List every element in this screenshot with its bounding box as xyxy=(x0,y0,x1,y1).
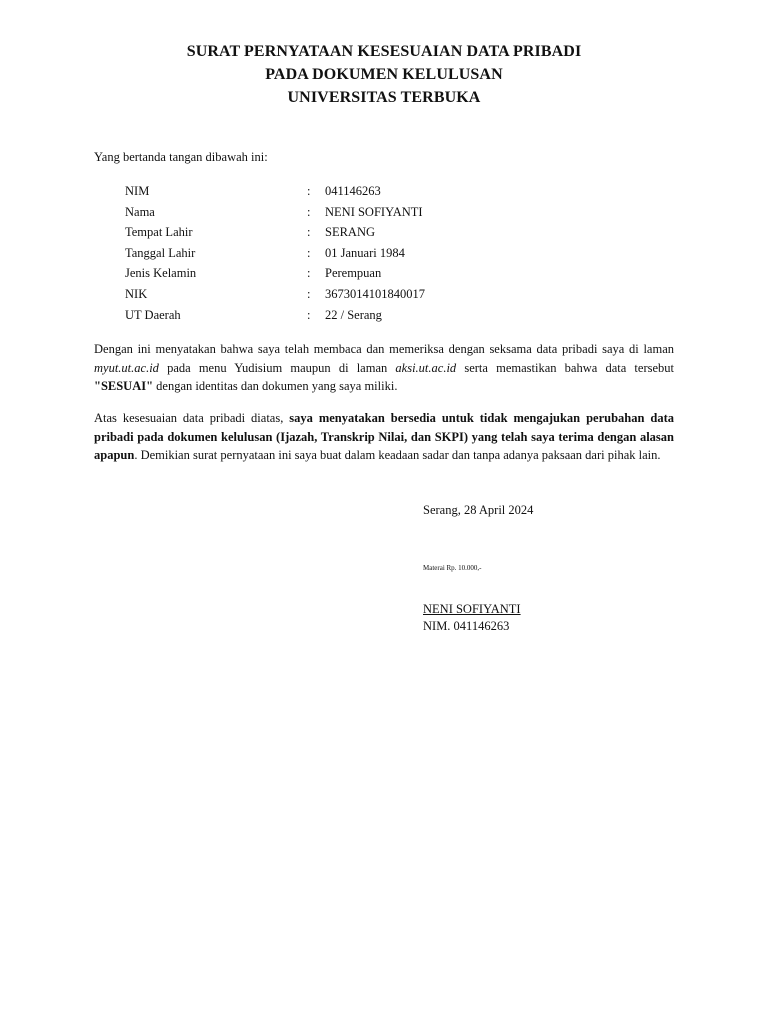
identity-row-nik xyxy=(125,284,425,305)
paragraph2-text-part2: . Demikian surat pernyataan ini saya buat dalam keadaan sadar dan tanpa adanya paksaan dari pihak lain. xyxy=(134,448,661,462)
signer-name: NENI SOFIYANTI xyxy=(423,602,521,616)
document-title xyxy=(0,40,768,109)
identity-row-nama xyxy=(125,202,425,223)
identity-value: 3673014101840017 xyxy=(325,286,425,301)
identity-label: Tempat Lahir xyxy=(125,225,193,240)
statement-paragraph-2 xyxy=(94,409,674,465)
identity-value: 041146263 xyxy=(325,184,381,198)
identity-colon: : xyxy=(307,184,311,198)
link-aksi: aksi.ut.ac.id xyxy=(395,360,457,375)
link-myut: myut.ut.ac.id xyxy=(94,360,159,375)
title-line-2: PADA DOKUMEN KELULUSAN xyxy=(265,66,503,83)
identity-label: NIM xyxy=(125,184,150,198)
identity-label: UT Daerah xyxy=(125,307,181,322)
signature-place-date: Serang, 28 April 2024 xyxy=(423,503,534,517)
identity-value: 01 Januari 1984 xyxy=(325,245,405,260)
identity-row-ut-daerah xyxy=(125,305,425,326)
title-line-3: UNIVERSITAS TERBUKA xyxy=(287,89,481,106)
paragraph1-text-part3: serta memastikan bahwa data tersebut xyxy=(456,360,674,375)
paragraph1-text-part4: dengan identitas dan dokumen yang saya miliki. xyxy=(153,379,398,393)
paragraph1-text-part2: pada menu Yudisium maupun di laman xyxy=(158,360,396,375)
identity-colon: : xyxy=(307,225,311,240)
identity-row-tanggal-lahir xyxy=(125,243,425,264)
identity-colon: : xyxy=(307,204,311,219)
identity-colon: : xyxy=(307,266,311,281)
identity-table xyxy=(125,181,425,325)
materai-stamp-label: Materai Rp. 10.000,- xyxy=(423,564,482,572)
identity-colon: : xyxy=(307,307,311,322)
identity-value: 22 / Serang xyxy=(325,307,382,322)
identity-colon: : xyxy=(307,245,311,260)
identity-label: Nama xyxy=(125,204,155,219)
identity-value: NENI SOFIYANTI xyxy=(325,204,423,219)
statement-paragraph-1 xyxy=(94,340,674,396)
sesuai-emphasis: "SESUAI" xyxy=(94,379,154,393)
identity-value: SERANG xyxy=(325,225,376,240)
identity-colon: : xyxy=(307,286,311,301)
paragraph2-text-part1: Atas kesesuaian data pribadi diatas, xyxy=(94,411,290,425)
identity-label: NIK xyxy=(125,286,148,301)
identity-label: Tanggal Lahir xyxy=(125,245,196,260)
signature-block xyxy=(423,601,521,635)
intro-text: Yang bertanda tangan dibawah ini: xyxy=(94,150,268,164)
title-line-1: SURAT PERNYATAAN KESESUAIAN DATA PRIBADI xyxy=(186,43,582,60)
identity-label: Jenis Kelamin xyxy=(125,266,197,281)
signer-nim: NIM. 041146263 xyxy=(423,619,510,633)
paragraph1-text-part1: Dengan ini menyatakan bahwa saya telah membaca dan memeriksa dengan seksama data pribadi saya di laman xyxy=(94,342,674,356)
identity-row-nim xyxy=(125,181,425,202)
paragraph2-bold-statement: saya menyatakan bersedia untuk tidak mengajukan perubahan data pribadi pada dokumen kelulusan (Ijazah, Transkrip Nilai, dan SKPI) yang telah saya terima dengan alasan apapun xyxy=(94,411,674,462)
identity-value: Perempuan xyxy=(325,266,382,281)
identity-row-tempat-lahir xyxy=(125,222,425,243)
identity-row-jenis-kelamin xyxy=(125,263,425,284)
